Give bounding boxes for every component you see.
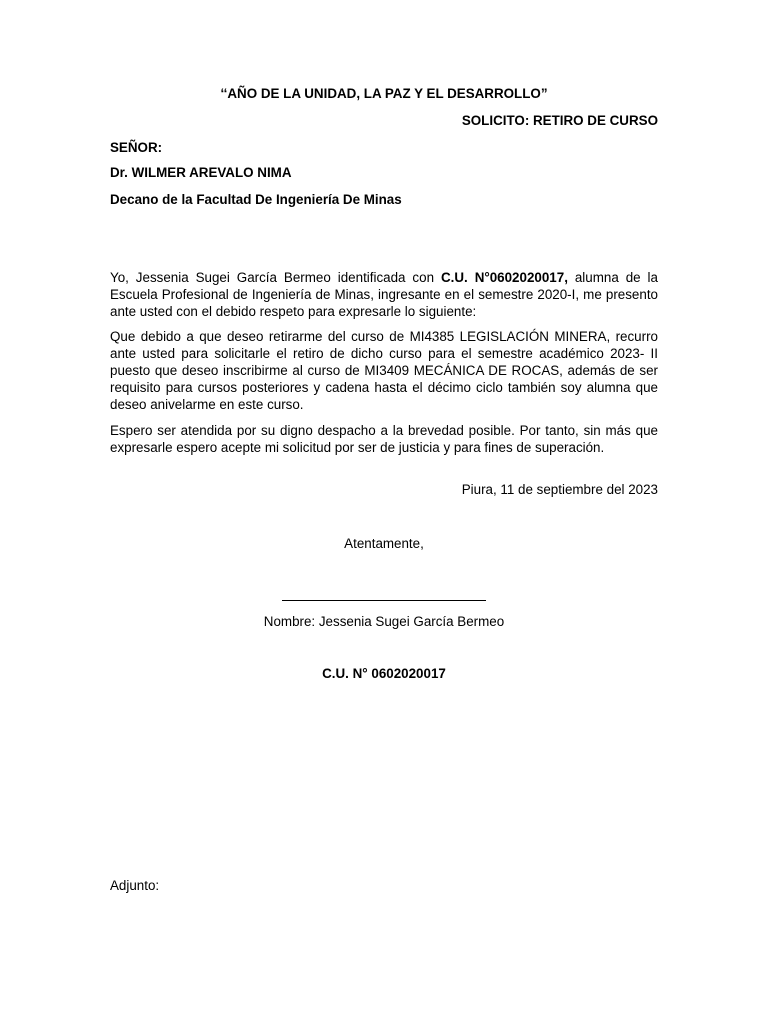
recipient-name: Dr. WILMER AREVALO NIMA bbox=[110, 165, 292, 180]
subject-line: SOLICITO: RETIRO DE CURSO bbox=[461, 113, 658, 128]
intro-cu-number: C.U. N°0602020017, bbox=[440, 270, 568, 285]
closing-paragraph: Espero ser atendida por su digno despacho a la brevedad posible. Por tanto, sin más que expresarle espero acepte mi solicitud por ser de justicia y para fines de superación. bbox=[110, 423, 658, 455]
request-paragraph: Que debido a que deseo retirarme del curso de MI4385 LEGISLACIÓN MINERA, recurro ante usted para solicitarle el retiro de dicho curso para el semestre académico 2023- II puesto que deseo inscribirme al curso de MI3409 MECÁNICA DE ROCAS, además de ser requisito para cursos posteriores y cadena hasta el décimo ciclo también soy alumna que deseo anivelarme en este curso. bbox=[110, 329, 658, 412]
attachment-label: Adjunto: bbox=[110, 878, 160, 893]
intro-text-end: alumna de la Escuela Profesional de Ingeniería de Minas, ingresante en el semestre 2020-I, me presento ante usted con el debido respeto para expresarle lo siguiente: bbox=[110, 270, 658, 319]
recipient-position: Decano de la Facultad De Ingeniería De Minas bbox=[110, 192, 402, 207]
place-date: Piura, 11 de septiembre del 2023 bbox=[461, 482, 658, 497]
intro-paragraph bbox=[110, 269, 658, 320]
signature-line bbox=[282, 600, 486, 601]
intro-text-start: Yo, Jessenia Sugei García Bermeo identificada con bbox=[110, 270, 441, 285]
signature-name: Nombre: Jessenia Sugei García Bermeo bbox=[263, 614, 505, 629]
signature-cu: C.U. N° 0602020017 bbox=[322, 666, 446, 681]
signoff: Atentamente, bbox=[344, 536, 424, 551]
year-motto: ‘‘AÑO DE LA UNIDAD, LA PAZ Y EL DESARROLLO” bbox=[220, 86, 548, 101]
salutation: SEÑOR: bbox=[110, 140, 163, 155]
